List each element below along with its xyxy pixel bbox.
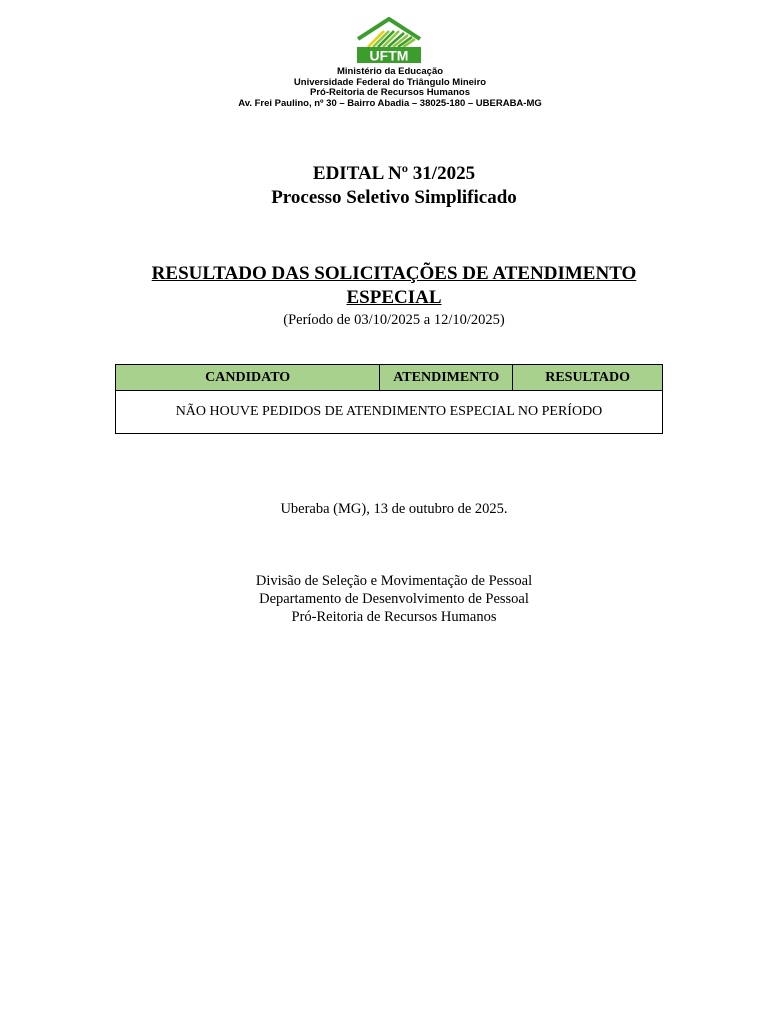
- signature-block: [0, 572, 768, 626]
- column-header-atendimento: ATENDIMENTO: [380, 365, 513, 391]
- edital-subtitle: Processo Seletivo Simplificado: [271, 187, 517, 208]
- empty-message: NÃO HOUVE PEDIDOS DE ATENDIMENTO ESPECIAL NO PERÍODO: [116, 391, 663, 434]
- result-period: (Período de 03/10/2025 a 12/10/2025): [283, 312, 505, 328]
- edital-title-block: [0, 162, 768, 210]
- signature-prorectory: Pró-Reitoria de Recursos Humanos: [291, 609, 497, 625]
- column-header-resultado: RESULTADO: [513, 365, 663, 391]
- institution-header: [0, 67, 768, 109]
- department-name: Pró-Reitoria de Recursos Humanos: [310, 87, 470, 98]
- table-row: [116, 391, 663, 434]
- column-header-candidato: CANDIDATO: [116, 365, 380, 391]
- result-table: [115, 364, 663, 434]
- ministry-name: Ministério da Educação: [336, 66, 444, 77]
- university-name: Universidade Federal do Triângulo Mineiro: [293, 76, 487, 88]
- uftm-logo: [356, 17, 422, 65]
- table-header-row: [116, 365, 663, 391]
- address-line: Av. Frei Paulino, nº 30 – Bairro Abadia – 38025-180 – UBERABA-MG: [238, 97, 542, 109]
- result-title: RESULTADO DAS SOLICITAÇÕES DE ATENDIMENTO ESPECIAL: [151, 263, 637, 308]
- signature-department: Departamento de Desenvolvimento de Pessoal: [259, 591, 529, 607]
- signature-division: Divisão de Seleção e Movimentação de Pessoal: [255, 573, 533, 589]
- edital-number: EDITAL Nº 31/2025: [312, 163, 476, 184]
- date-line: Uberaba (MG), 13 de outubro de 2025.: [280, 501, 508, 517]
- logo-text: UFTM: [369, 47, 409, 64]
